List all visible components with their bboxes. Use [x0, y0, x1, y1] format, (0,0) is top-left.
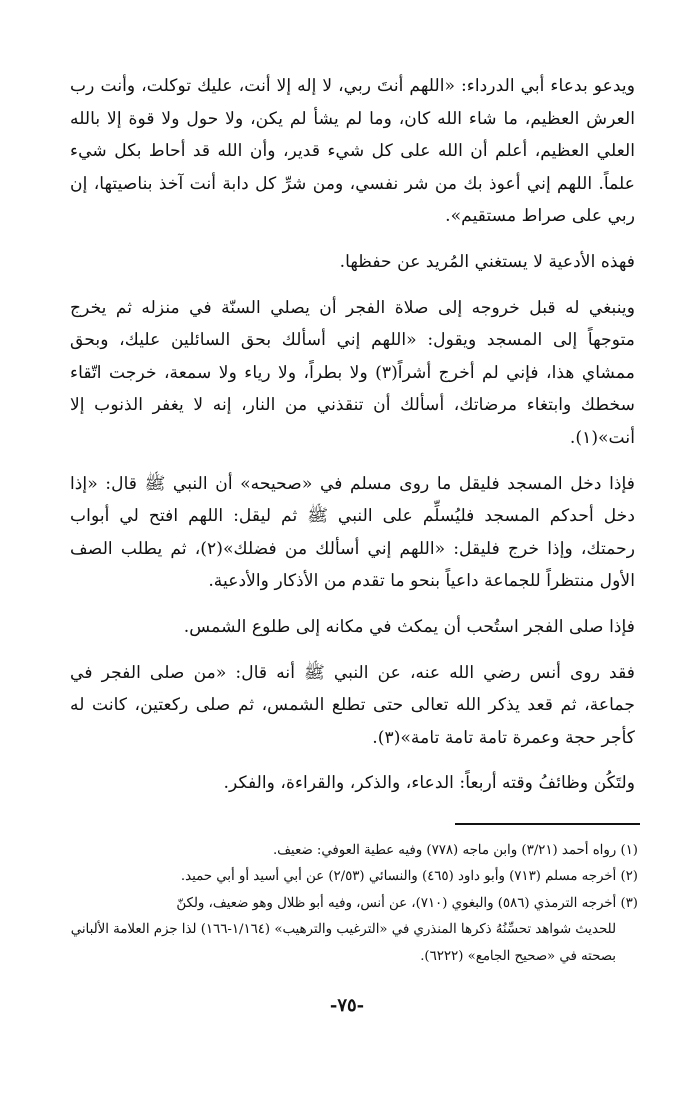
- footnote-number: (١): [620, 843, 638, 858]
- footnote-continuation: للحديث شواهد تحسِّنُهُ ذكرها المنذري في «الترغيب والترهيب» (١/١٦٤-١٦٦) لذا جزم العلامة الألباني بصحته في «صحيح الجامع» (٦٢٢٢).: [70, 922, 616, 964]
- paragraph-four-duties: ولتَكُن وظائفُ وقته أربعاً: الدعاء، والذكر، والقراءة، والفكر.: [223, 773, 635, 794]
- paragraph-anas-hadith: فقد روى أنس رضي الله عنه، عن النبي ﷺ أنه قال: «من صلى الفجر في جماعة، ثم قعد يذكر الله تعالى حتى تطلع الشمس، ثم صلى ركعتين، كانت له كأجر حجة وعمرة تامة تامة تامة»(٣).: [70, 662, 635, 748]
- footnote-text: رواه أحمد (٣/٢١) وابن ماجه (٧٧٨) وفيه عطية العوفي: ضعيف.: [272, 843, 617, 858]
- footnote-text: أخرجه مسلم (٧١٣) وأبو داود (٤٦٥) والنسائي (٢/٥٣) عن أبي أسيد أو أبي حميد.: [180, 869, 617, 885]
- main-text: [70, 70, 635, 813]
- footnote-separator: [455, 823, 640, 825]
- footnote-3: [58, 891, 638, 970]
- footnote-number: (٢): [620, 869, 638, 885]
- paragraph-entering-mosque: فإذا دخل المسجد فليقل ما روى مسلم في «صحيحه» أن النبي ﷺ قال: «إذا دخل أحدكم المسجد فليُسلِّم على النبي ﷺ ثم ليقل: اللهم افتح لي أبواب رحمتك، وإذا خرج فليقل: «اللهم إني أسألك من فضلك»(٢)، ثم يطلب الصف الأول منتظراً للجماعة داعياً بنحو ما تقدم من الأذكار والأدعية.: [70, 473, 635, 592]
- paragraph-leaving-for-fajr: وينبغي له قبل خروجه إلى صلاة الفجر أن يصلي السنّة في منزله ثم يخرج متوجهاً إلى المسجد ويقول: «اللهم إني أسألك بحق السائلين عليك، وبحق ممشاي هذا، فإني لم أخرج أشراً(٣) ولا بطراً، ولا رياء ولا سمعة، خرجت اتّقاء سخطك وابتغاء مرضاتك، أسألك أن تنقذني من النار، إنه لا يغفر الذنوب إلا أنت»(١).: [70, 297, 636, 448]
- footnote-text: أخرجه الترمذي (٥٨٦) والبغوي (٧١٠)، عن أنس، وفيه أبو ظلال وهو ضعيف، ولكنّ: [176, 895, 617, 911]
- paragraph-after-fajr: فإذا صلى الفجر استُحب أن يمكث في مكانه إلى طلوع الشمس.: [183, 616, 635, 637]
- paragraph-abu-darda-supplication: ويدعو بدعاء أبي الدرداء: «اللهم أنتَ ربي، لا إله إلا أنت، عليك توكلت، وأنت رب العرش العظيم، ما شاء الله كان، وما لم يشأ لم يكن، ولا حول ولا قوة إلا بالله العلي العظيم، أعلم أن الله على كل شيء قدير، وأن الله قد أحاط بكل شيء علماً. اللهم إني أعوذ بك من شر نفسي، ومن شرِّ كل دابة أنت آخذ بناصيتها، إن ربي على صراط مستقيم».: [70, 76, 635, 227]
- page-number: -٧٥-: [329, 995, 365, 1016]
- footnote-1: [58, 838, 638, 864]
- paragraph-memorize-supplications: فهذه الأدعية لا يستغني المُريد عن حفظها.: [339, 251, 635, 272]
- footnotes: [58, 838, 638, 970]
- footnote-2: [58, 864, 638, 890]
- footnote-number: (٣): [620, 895, 638, 911]
